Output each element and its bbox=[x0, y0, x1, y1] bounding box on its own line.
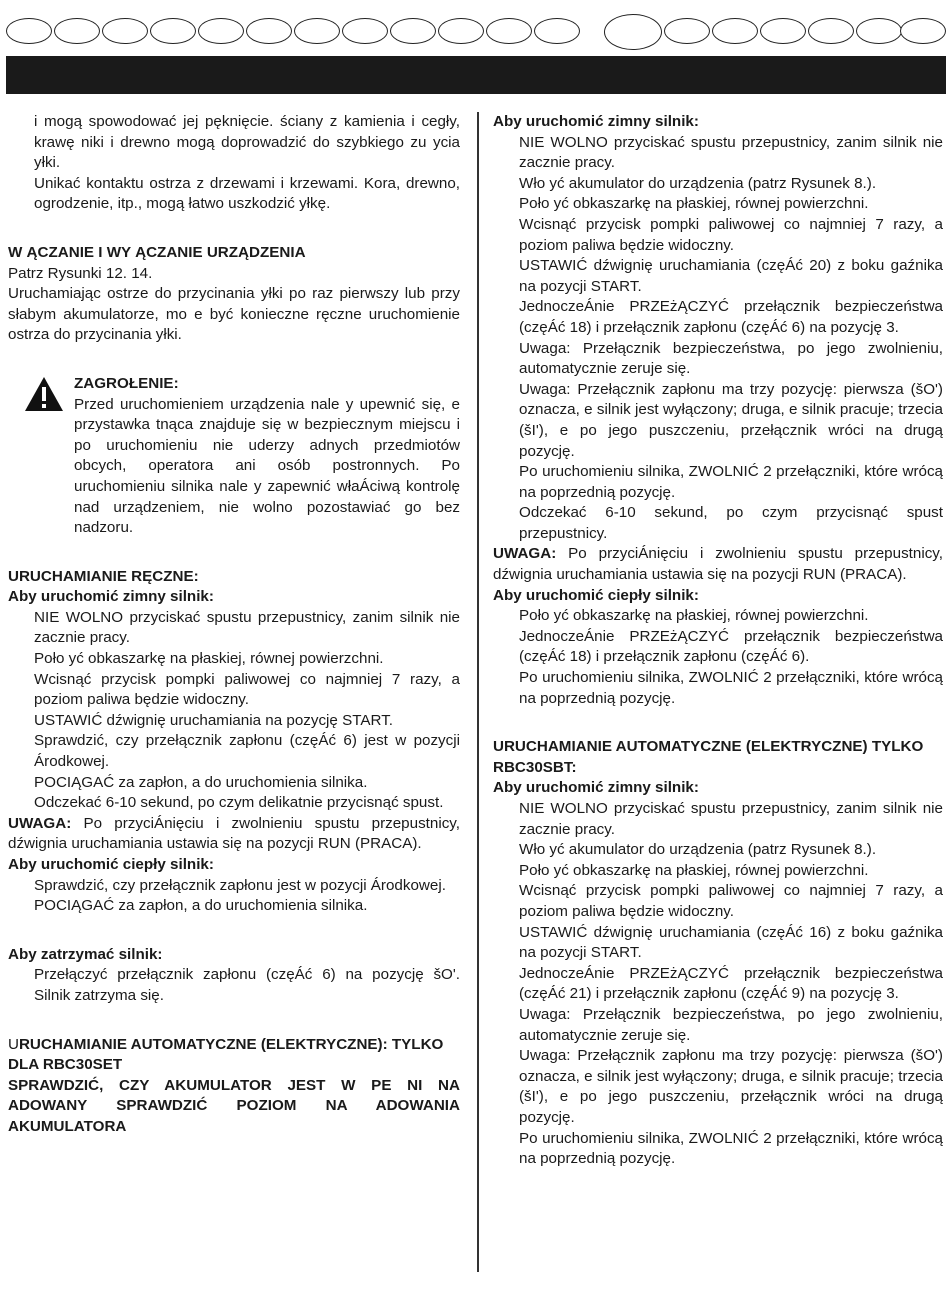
step-item: Wło yć akumulator do urządzenia (patrz Rysunek 8.). bbox=[519, 841, 877, 859]
note-paragraph bbox=[8, 814, 460, 855]
note-text: Po przyciÁnięciu i zwolnieniu spustu przepustnicy, dźwignia uruchamiania ustawia się na pozycji RUN (PRACA). bbox=[493, 545, 943, 584]
note-label: UWAGA: bbox=[8, 814, 72, 832]
language-tab-oval bbox=[486, 18, 532, 44]
warning-triangle-icon bbox=[24, 376, 64, 412]
note-text: Po przyciÁnięciu i zwolnieniu spustu przepustnicy, dźwignia uruchamiania ustawia się na pozycji RUN (PRACA). bbox=[8, 814, 460, 853]
step-item: Poło yć obkaszarkę na płaskiej, równej powierzchni. bbox=[519, 195, 869, 213]
language-tab-oval bbox=[808, 18, 854, 44]
step-item: Po uruchomieniu silnika, ZWOLNIĆ 2 przełączniki, które wrócą na poprzednią pozycję. bbox=[519, 669, 943, 707]
warning-text: Przed uruchomieniem urządzenia nale y upewnić się, e przystawka tnąca znajduje się w bezpiecznym miejscu i po uruchomieniu nie uderzy adnych przedmiotów obcych, operatora ani osób postronnych. Po uruchomieniu silnika nale y zapewnić właÁciwą kontrolę nad urządzeniem, nie wolno pozostawiać go bez nadzoru. bbox=[74, 395, 460, 537]
step-item: JednoczeÁnie PRZEżĄCZYĆ przełącznik bezpieczeństwa (częÁć 18) i przełącznik zapłonu (częÁć 6) na pozycję 3. bbox=[519, 298, 943, 336]
section-heading: URUCHAMIANIE AUTOMATYCZNE (ELEKTRYCZNE) TYLKO RBC30SBT: bbox=[493, 738, 924, 776]
battery-check-heading: SPRAWDZIĆ, CZY AKUMULATOR JEST W PE NI NA ADOWANY SPRAWDZIĆ POZIOM NA ADOWANIA AKUMULATORA bbox=[8, 1076, 460, 1135]
header-language-tabs bbox=[6, 14, 946, 50]
section-heading bbox=[8, 1035, 460, 1076]
language-tab-oval bbox=[900, 18, 946, 44]
section-heading: URUCHAMIANIE RĘCZNE: bbox=[8, 567, 199, 585]
note-paragraph bbox=[493, 544, 943, 585]
intro-paragraph: i mogą spowodować jej pęknięcie. ściany z kamienia i cegły, krawę niki i drewno mogą doprowadzić do szybkiego zu ycia yłki. bbox=[34, 113, 460, 172]
figure-reference: Patrz Rysunki 12. 14. bbox=[8, 264, 153, 282]
language-tab-oval bbox=[102, 18, 148, 44]
heading-prefix: U bbox=[8, 1035, 19, 1053]
step-item: USTAWIĆ dźwignię uruchamiania (częÁć 16) z boku gaźnika na pozycji START. bbox=[519, 923, 943, 962]
step-item: Poło yć obkaszarkę na płaskiej, równej powierzchni. bbox=[519, 607, 869, 625]
language-tab-oval bbox=[534, 18, 580, 44]
section-heading: W ĄCZANIE I WY ĄCZANIE URZĄDZENIA bbox=[8, 243, 306, 261]
language-tab-oval bbox=[342, 18, 388, 44]
step-item: NIE WOLNO przyciskać spustu przepustnicy, zanim silnik nie zacznie pracy. bbox=[34, 608, 460, 647]
subsection-heading: Aby uruchomić zimny silnik: bbox=[8, 588, 214, 606]
left-column bbox=[8, 112, 460, 1138]
step-item: POCIĄGAĆ za zapłon, a do uruchomienia silnika. bbox=[34, 773, 368, 791]
step-item: Sprawdzić, czy przełącznik zapłonu (częÁć 6) jest w pozycji Árodkowej. bbox=[34, 732, 460, 771]
language-tab-oval bbox=[6, 18, 52, 44]
step-item: Wcisnąć przycisk pompki paliwowej co najmniej 7 razy, a poziom paliwa będzie widoczny. bbox=[519, 882, 943, 920]
warning-block bbox=[8, 374, 460, 539]
step-item: POCIĄGAĆ za zapłon, a do uruchomienia silnika. bbox=[34, 897, 368, 915]
step-item: Odczekać 6-10 sekund, po czym delikatnie przycisnąć spust. bbox=[34, 794, 444, 812]
subsection-heading: Aby zatrzymać silnik: bbox=[8, 945, 163, 963]
language-tab-oval bbox=[294, 18, 340, 44]
heading-text: RUCHAMIANIE AUTOMATYCZNE (ELEKTRYCZNE): TYLKO DLA RBC30SET bbox=[8, 1035, 444, 1074]
language-tab-oval-active bbox=[604, 14, 662, 50]
language-tab-oval bbox=[198, 18, 244, 44]
step-item: NIE WOLNO przyciskać spustu przepustnicy, zanim silnik nie zacznie pracy. bbox=[519, 133, 943, 172]
step-item: JednoczeÁnie PRZEżĄCZYĆ przełącznik bezpieczeństwa (częÁć 21) i przełącznik zapłonu (częÁć 9) na pozycję 3. bbox=[519, 964, 943, 1003]
step-item: Poło yć obkaszarkę na płaskiej, równej powierzchni. bbox=[34, 650, 384, 668]
language-tab-oval bbox=[438, 18, 484, 44]
language-tab-oval bbox=[54, 18, 100, 44]
step-item: Sprawdzić, czy przełącznik zapłonu jest w pozycji Árodkowej. bbox=[34, 876, 446, 894]
language-tab-oval bbox=[856, 18, 902, 44]
step-item: USTAWIĆ dźwignię uruchamiania (częÁć 20) z boku gaźnika na pozycji START. bbox=[519, 257, 943, 295]
subsection-heading: Aby uruchomić ciepły silnik: bbox=[493, 586, 699, 604]
language-tab-oval bbox=[246, 18, 292, 44]
step-item: NIE WOLNO przyciskać spustu przepustnicy, zanim silnik nie zacznie pracy. bbox=[519, 800, 943, 838]
step-item: Uwaga: Przełącznik zapłonu ma trzy pozycję: pierwsza (šO') oznacza, e silnik jest wyłączony; druga, e silnik pracuje; trzecia (šI'), e po jego puszczeniu, przełącznik wróci na drugą pozycję. bbox=[519, 380, 943, 460]
step-item: Wcisnąć przycisk pompki paliwowej co najmniej 7 razy, a poziom paliwa będzie widoczny. bbox=[34, 670, 460, 709]
step-item: Poło yć obkaszarkę na płaskiej, równej powierzchni. bbox=[519, 861, 869, 879]
step-item: Wcisnąć przycisk pompki paliwowej co najmniej 7 razy, a poziom paliwa będzie widoczny. bbox=[519, 215, 943, 254]
right-column bbox=[493, 112, 943, 1170]
step-item: Uwaga: Przełącznik bezpieczeństwa, po jego zwolnieniu, automatycznie zeruje się. bbox=[519, 339, 943, 378]
language-tab-oval bbox=[390, 18, 436, 44]
step-item: Wło yć akumulator do urządzenia (patrz Rysunek 8.). bbox=[519, 174, 877, 192]
step-item: Po uruchomieniu silnika, ZWOLNIĆ 2 przełączniki, które wrócą na poprzednią pozycję. bbox=[519, 1129, 943, 1168]
warning-title: ZAGROŁENIE: bbox=[74, 374, 179, 392]
step-item: Po uruchomieniu silnika, ZWOLNIĆ 2 przełączniki, które wrócą na poprzednią pozycję. bbox=[519, 463, 943, 501]
step-item: Uwaga: Przełącznik bezpieczeństwa, po jego zwolnieniu, automatycznie zeruje się. bbox=[519, 1005, 943, 1044]
subsection-heading: Aby uruchomić zimny silnik: bbox=[493, 113, 699, 130]
column-divider bbox=[477, 112, 479, 1272]
step-item: Odczekać 6-10 sekund, po czym przycisnąć spust przepustnicy. bbox=[519, 504, 943, 542]
language-tab-oval bbox=[760, 18, 806, 44]
step-item: USTAWIĆ dźwignię uruchamiania na pozycję START. bbox=[34, 711, 394, 729]
note-label: UWAGA: bbox=[493, 545, 557, 563]
step-item: JednoczeÁnie PRZEżĄCZYĆ przełącznik bezpieczeństwa (częÁć 18) i przełącznik zapłonu (częÁć 6). bbox=[519, 627, 943, 666]
language-tab-oval bbox=[150, 18, 196, 44]
intro-paragraph: Unikać kontaktu ostrza z drzewami i krzewami. Kora, drewno, ogrodzenie, itp., mogą łatwo uszkodzić yłkę. bbox=[34, 174, 460, 213]
language-tab-oval bbox=[712, 18, 758, 44]
body-paragraph: Uruchamiając ostrze do przycinania yłki po raz pierwszy lub przy słabym akumulatorze, mo e być konieczne ręczne uruchomienie ostrza do przycinania yłki. bbox=[8, 285, 460, 344]
subsection-heading: Aby uruchomić ciepły silnik: bbox=[8, 856, 214, 873]
step-item: Uwaga: Przełącznik zapłonu ma trzy pozycję: pierwsza (šO') oznacza, e silnik jest wyłączony; druga, e silnik pracuje; trzecia (šI'), e po jego puszczeniu, przełącznik wróci na drugą pozycję. bbox=[519, 1047, 943, 1126]
subsection-heading: Aby uruchomić zimny silnik: bbox=[493, 779, 699, 797]
step-item: Przełączyć przełącznik zapłonu (częÁć 6) na pozycję šO'. Silnik zatrzyma się. bbox=[34, 966, 460, 1004]
header-bar bbox=[6, 56, 946, 94]
language-tab-oval bbox=[664, 18, 710, 44]
